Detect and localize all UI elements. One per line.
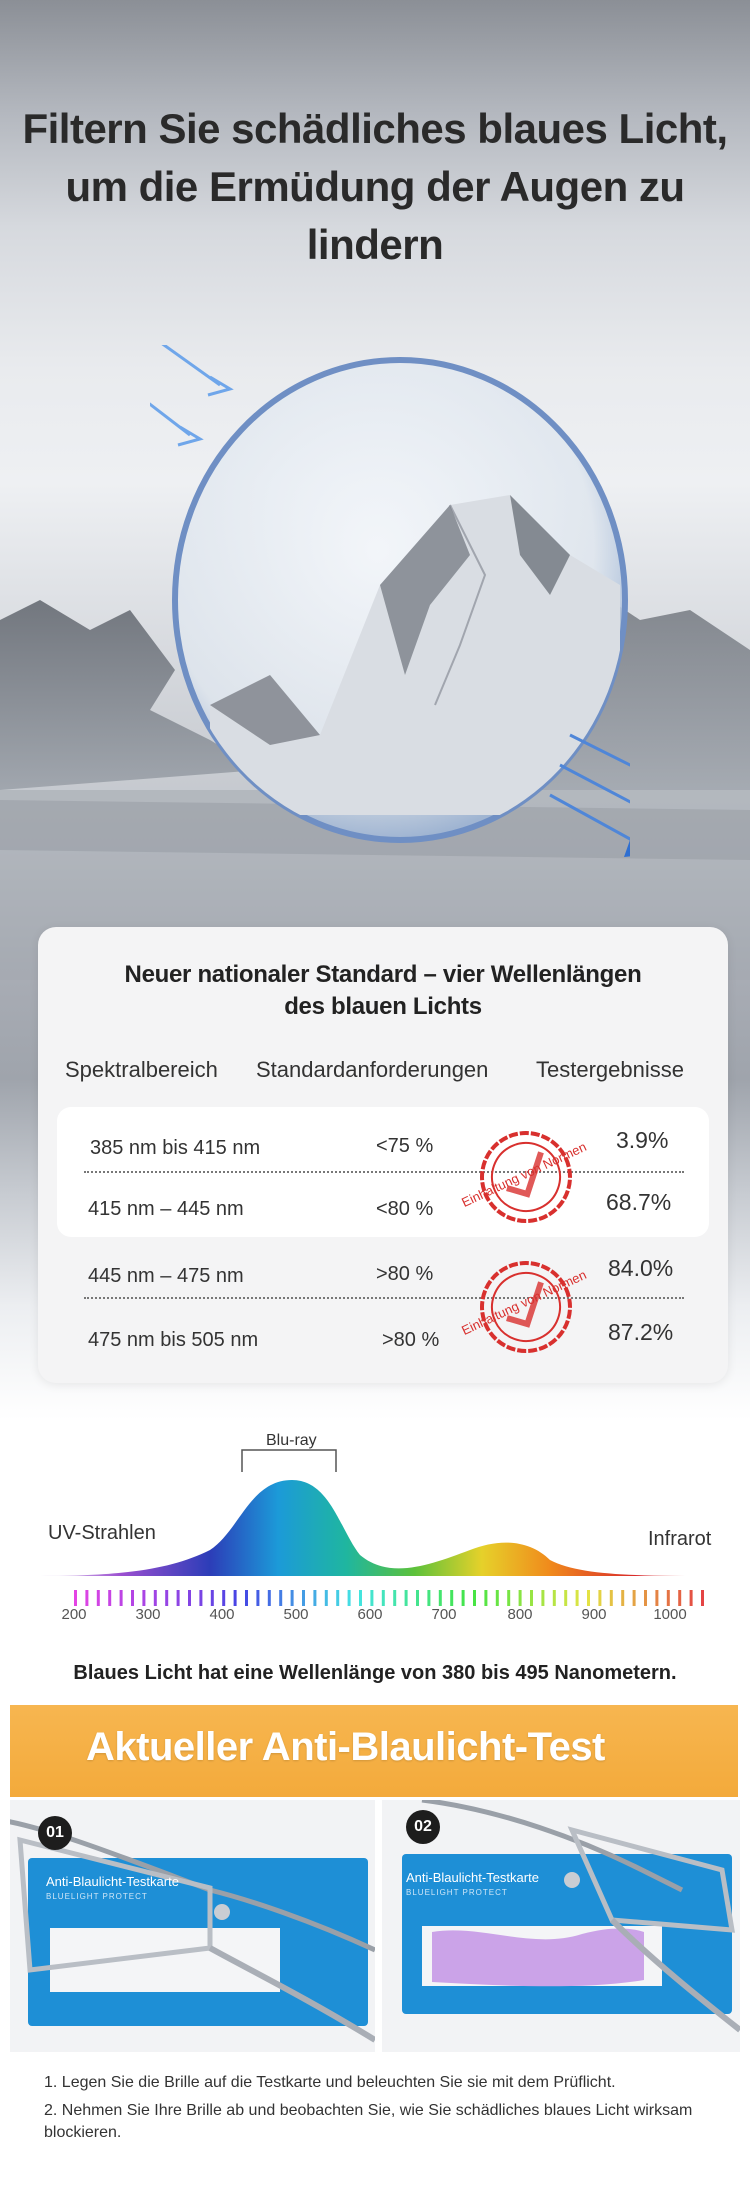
card-title-line1: Neuer nationaler Standard – vier Wellenlängen: [124, 961, 642, 988]
spectrum-tick-mark: [587, 1590, 590, 1606]
wavelength-note: Blaues Licht hat eine Wellenlänge von 380 bis 495 Nanometern.: [73, 1662, 677, 1684]
spectrum-tick-mark: [655, 1590, 658, 1606]
row-1-range: 385 nm bis 415 nm: [90, 1137, 261, 1159]
step-badge-2: 02: [406, 1810, 440, 1844]
spectrum-tick-mark: [245, 1590, 248, 1606]
spectrum-tick-mark: [165, 1590, 168, 1606]
instruction-1: 1. Legen Sie die Brille auf die Testkarte und beleuchten Sie sie mit dem Prüflicht.: [44, 2074, 616, 2091]
step-badge-1: 01: [38, 1816, 72, 1850]
spectrum-tick-mark: [291, 1590, 294, 1606]
spectrum-tick-mark: [336, 1590, 339, 1606]
uv-label: UV-Strahlen: [48, 1522, 156, 1544]
spectrum-tick-mark: [701, 1590, 704, 1606]
spectrum-tick-mark: [131, 1590, 134, 1606]
spectrum-tick-mark: [188, 1590, 191, 1606]
header-test-results: Testergebnisse: [536, 1057, 684, 1082]
wavelength-tick: 800: [507, 1606, 533, 1623]
row-2-range: 415 nm – 445 nm: [88, 1198, 244, 1220]
header-spectral-range: Spektralbereich: [65, 1057, 218, 1082]
spectrum-tick-mark: [177, 1590, 180, 1606]
hero-headline-line2: um die Ermüdung der Augen zu lindern: [65, 163, 685, 268]
spectrum-tick-mark: [302, 1590, 305, 1606]
spectrum-tick-mark: [690, 1590, 693, 1606]
wavelength-tick: 300: [135, 1606, 161, 1623]
spectrum-tick-mark: [541, 1590, 544, 1606]
wavelength-tick: 400: [209, 1606, 235, 1623]
spectrum-tick-mark: [313, 1590, 316, 1606]
row-1-result: 3.9%: [616, 1127, 669, 1153]
spectrum-tick-strip: [74, 1590, 704, 1606]
spectrum-tick-mark: [450, 1590, 453, 1606]
spectrum-tick-mark: [268, 1590, 271, 1606]
spectrum-tick-mark: [405, 1590, 408, 1606]
wavelength-tick: 900: [581, 1606, 607, 1623]
spectrum-tick-mark: [393, 1590, 396, 1606]
spectrum-tick-mark: [621, 1590, 624, 1606]
row-3-requirement: >80 %: [376, 1263, 434, 1285]
spectrum-tick-mark: [256, 1590, 259, 1606]
row-4-requirement: >80 %: [382, 1329, 440, 1351]
stamp-text: Einhaltung von Normen: [459, 1266, 589, 1339]
bluray-label: Blu-ray: [266, 1432, 317, 1449]
header-standard-requirements: Standardanforderungen: [256, 1057, 489, 1082]
wavelength-tick: 700: [431, 1606, 457, 1623]
spectrum-tick-mark: [610, 1590, 613, 1606]
row-3-result: 84.0%: [608, 1255, 674, 1281]
test-card-title: Anti-Blaulicht-Testkarte: [46, 1874, 179, 1889]
spectrum-tick-mark: [678, 1590, 681, 1606]
spectrum-tick-mark: [462, 1590, 465, 1606]
spectrum-tick-mark: [473, 1590, 476, 1606]
card-title-line2: des blauen Lichts: [284, 993, 482, 1020]
row-divider: [84, 1171, 684, 1173]
spectrum-tick-mark: [553, 1590, 556, 1606]
spectrum-tick-mark: [382, 1590, 385, 1606]
test-banner: [10, 1705, 738, 1797]
row-1-requirement: <75 %: [376, 1135, 434, 1157]
spectrum-tick-mark: [576, 1590, 579, 1606]
row-divider: [84, 1297, 684, 1299]
spectrum-tick-mark: [108, 1590, 111, 1606]
spectrum-tick-mark: [667, 1590, 670, 1606]
stamp-text: Einhaltung von Normen: [459, 1138, 589, 1211]
row-3-range: 445 nm – 475 nm: [88, 1265, 244, 1287]
spectrum-tick-mark: [633, 1590, 636, 1606]
spectrum-tick-mark: [85, 1590, 88, 1606]
spectrum-tick-mark: [234, 1590, 237, 1606]
spectrum-tick-mark: [530, 1590, 533, 1606]
test-photo-1: [10, 1800, 375, 2052]
wavelength-tick: 500: [283, 1606, 309, 1623]
spectrum-tick-mark: [199, 1590, 202, 1606]
spectrum-tick-mark: [279, 1590, 282, 1606]
spectrum-tick-mark: [325, 1590, 328, 1606]
spectrum-tick-mark: [496, 1590, 499, 1606]
spectrum-tick-mark: [416, 1590, 419, 1606]
instruction-2: 2. Nehmen Sie Ihre Brille ab und beobachten Sie, wie Sie schädliches blaues Licht wirksam blockieren.: [44, 2102, 693, 2141]
spectrum-tick-mark: [598, 1590, 601, 1606]
test-banner-title: Aktueller Anti-Blaulicht-Test: [86, 1725, 605, 1769]
spectrum-tick-mark: [564, 1590, 567, 1606]
spectrum-tick-mark: [348, 1590, 351, 1606]
row-4-range: 475 nm bis 505 nm: [88, 1329, 259, 1351]
spectrum-tick-mark: [370, 1590, 373, 1606]
spectrum-tick-mark: [211, 1590, 214, 1606]
wavelength-tick: 1000: [653, 1606, 687, 1623]
spectrum-tick-mark: [74, 1590, 77, 1606]
wavelength-tick: 200: [61, 1606, 87, 1623]
spectrum-tick-mark: [142, 1590, 145, 1606]
spectrum-tick-mark: [484, 1590, 487, 1606]
test-card-subtitle: BLUELIGHT PROTECT: [46, 1892, 148, 1901]
test-photo-2: [382, 1800, 740, 2052]
spectrum-tick-mark: [359, 1590, 362, 1606]
spectrum-tick-mark: [97, 1590, 100, 1606]
spectrum-tick-mark: [222, 1590, 225, 1606]
test-card-title: Anti-Blaulicht-Testkarte: [406, 1870, 539, 1885]
infrared-label: Infrarot: [648, 1528, 712, 1550]
hero-headline: [0, 100, 750, 274]
standard-card: [38, 927, 728, 1383]
spectrum-tick-mark: [439, 1590, 442, 1606]
row-2-result: 68.7%: [606, 1189, 672, 1215]
spectrum-tick-mark: [427, 1590, 430, 1606]
wavelength-tick: 600: [357, 1606, 383, 1623]
lens-illustration: [150, 345, 630, 895]
light-spectrum-graphic: [0, 1420, 750, 1680]
row-4-result: 87.2%: [608, 1319, 674, 1345]
row-2-requirement: <80 %: [376, 1198, 434, 1220]
test-card-subtitle: BLUELIGHT PROTECT: [406, 1888, 508, 1897]
standard-card-title: [38, 959, 728, 1023]
spectrum-tick-mark: [644, 1590, 647, 1606]
hero-headline-line1: Filtern Sie schädliches blaues Licht,: [22, 105, 728, 152]
spectrum-tick-mark: [519, 1590, 522, 1606]
spectrum-tick-mark: [507, 1590, 510, 1606]
spectrum-tick-mark: [154, 1590, 157, 1606]
spectrum-tick-mark: [120, 1590, 123, 1606]
